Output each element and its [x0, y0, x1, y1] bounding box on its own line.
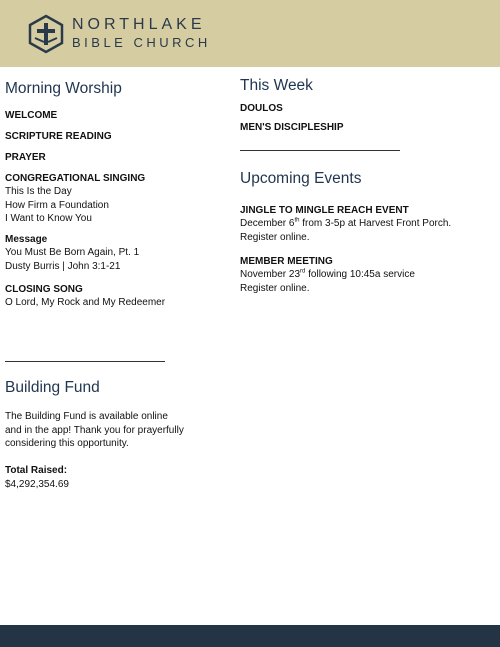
song-item: How Firm a Foundation	[5, 199, 109, 211]
this-week-title: This Week	[240, 77, 313, 94]
prayer-label: PRAYER	[5, 152, 46, 163]
congregational-singing-label: CONGREGATIONAL SINGING	[5, 173, 146, 184]
event-date	[240, 217, 451, 231]
closing-song: O Lord, My Rock and My Redeemer	[5, 297, 166, 308]
event-name: JINGLE TO MINGLE REACH EVENT	[240, 205, 409, 216]
song-list	[5, 185, 109, 226]
this-week-item: MEN'S DISCIPLESHIP	[240, 122, 344, 133]
building-fund-line: and in the app! Thank you for prayerfully	[5, 424, 184, 436]
event-date-detail: following 10:45a service	[305, 269, 415, 280]
song-item: I Want to Know You	[5, 213, 92, 224]
welcome-label: WELCOME	[5, 110, 58, 121]
message-speaker: Dusty Burris | John 3:1-21	[5, 261, 121, 272]
this-week-item: DOULOS	[240, 103, 283, 114]
upcoming-events-title: Upcoming Events	[240, 170, 362, 187]
event-name: MEMBER MEETING	[240, 256, 333, 267]
divider	[240, 150, 400, 151]
building-fund-line: The Building Fund is available online	[5, 411, 168, 422]
morning-worship-title: Morning Worship	[5, 80, 122, 97]
event-note: Register online.	[240, 232, 310, 243]
church-logo-icon	[27, 14, 65, 54]
event-note: Register online.	[240, 283, 310, 294]
event-date-text: November 23	[240, 269, 301, 280]
church-name-line1: NORTHLAKE	[72, 16, 206, 33]
event-date-detail: from 3-5p at Harvest Front Porch.	[299, 218, 452, 229]
total-raised-label: Total Raised:	[5, 465, 68, 476]
header-banner	[0, 0, 500, 67]
event-date-suffix: th	[294, 217, 300, 224]
event-date	[240, 268, 415, 282]
building-fund-title: Building Fund	[5, 379, 100, 396]
total-raised-value: $4,292,354.69	[5, 479, 69, 490]
church-name	[72, 16, 211, 52]
message-label: Message	[5, 234, 48, 245]
message-title: You Must Be Born Again, Pt. 1	[5, 247, 140, 258]
closing-song-label: CLOSING SONG	[5, 284, 83, 295]
divider	[5, 361, 165, 362]
scripture-reading-label: SCRIPTURE READING	[5, 131, 112, 142]
event-date-suffix: rd	[300, 268, 306, 275]
event-date-text: December 6	[240, 218, 295, 229]
song-item: This Is the Day	[5, 186, 72, 197]
building-fund-line: considering this opportunity.	[5, 438, 129, 449]
building-fund-description	[5, 410, 184, 451]
footer-bar	[0, 625, 500, 647]
church-name-line2: BIBLE CHURCH	[72, 35, 211, 50]
